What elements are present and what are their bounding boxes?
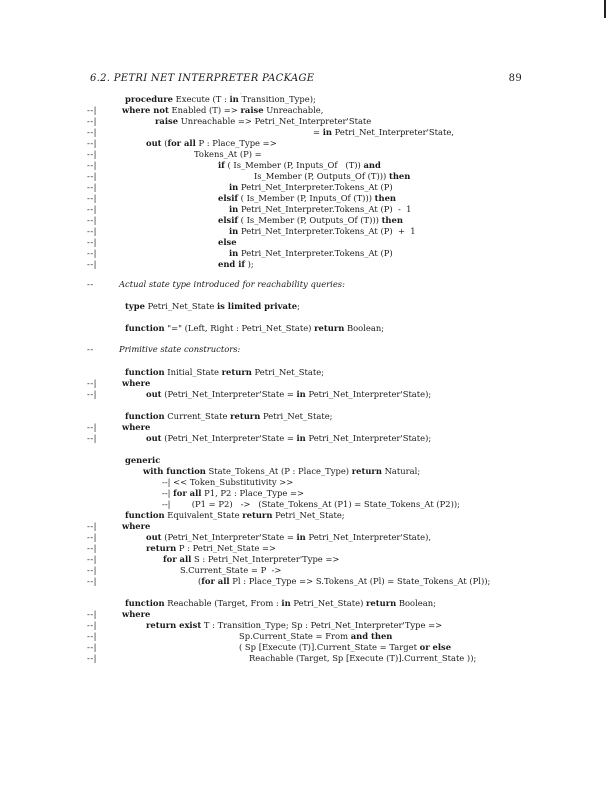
keyword: return — [314, 323, 345, 333]
line-text — [155, 116, 371, 127]
keyword: and then — [350, 631, 393, 641]
code-text: Sp.Current_State = From — [239, 631, 351, 641]
line-text — [125, 411, 332, 422]
code-text: Petri_Net_State) — [290, 598, 366, 608]
code-text: Reachable (Target, From : — [164, 598, 282, 608]
code-text: ( — [161, 138, 168, 148]
keyword: where — [122, 609, 151, 619]
code-text: Primitive state constructors: — [119, 344, 241, 354]
code-text: --| — [162, 488, 174, 498]
annotation-marker: --| — [87, 433, 97, 443]
line-text — [122, 521, 150, 532]
code-text: ( Sp [Execute (T)].Current_State = Target — [239, 642, 420, 652]
code-text: ; — [297, 301, 300, 311]
keyword: with function — [143, 466, 206, 476]
line-text — [125, 455, 160, 466]
keyword: and — [363, 160, 381, 170]
line-text — [122, 422, 150, 433]
annotation-marker: --| — [87, 422, 97, 432]
code-text: Petri_Net_Interpreter'State), — [305, 532, 432, 542]
line-text — [146, 620, 442, 631]
keyword: then — [374, 193, 397, 203]
keyword: where — [122, 422, 151, 432]
keyword: generic — [125, 455, 161, 465]
keyword: out — [146, 532, 162, 542]
code-text: Petri_Net_Interpreter'State); — [305, 433, 432, 443]
code-text: Is_Member (P, Outputs_Of (T))) — [254, 171, 389, 181]
keyword: raise — [155, 116, 179, 126]
code-text: Unreachable, — [263, 105, 324, 115]
line-text — [122, 609, 150, 620]
keyword: function — [125, 323, 165, 333]
keyword: out — [146, 389, 162, 399]
code-text: ( Is_Member (P, Inputs_Of (T))) — [238, 193, 375, 203]
line-text — [218, 193, 396, 204]
code-text: = — [313, 127, 323, 137]
line-text — [125, 301, 300, 312]
keyword: where — [122, 521, 151, 531]
annotation-marker: --| — [87, 215, 97, 225]
code-text: Execute (T : — [172, 94, 230, 104]
keyword: in — [229, 182, 239, 192]
code-text: --| << Token_Substitutivity >> — [162, 477, 294, 487]
line-text — [162, 477, 293, 488]
keyword: in — [229, 204, 239, 214]
line-text — [218, 259, 254, 270]
keyword: function — [125, 510, 165, 520]
keyword: return — [146, 543, 177, 553]
line-text — [146, 532, 431, 543]
line-text — [125, 94, 316, 105]
line-text — [162, 499, 460, 510]
annotation-marker: --| — [87, 532, 97, 542]
keyword: or else — [419, 642, 452, 652]
line-text — [163, 554, 339, 565]
code-text: Tokens_At (P) = — [194, 149, 262, 159]
line-text — [146, 543, 276, 554]
annotation-marker: --| — [87, 193, 97, 203]
annotation-marker: --| — [87, 127, 97, 137]
line-text — [146, 389, 431, 400]
line-text — [194, 149, 262, 160]
keyword: out — [146, 433, 162, 443]
line-text — [229, 182, 393, 193]
keyword: return — [221, 367, 252, 377]
keyword: else — [218, 237, 237, 247]
keyword: for all — [167, 138, 196, 148]
header-dots: . . — [230, 89, 245, 96]
keyword: is limited private — [216, 301, 298, 311]
annotation-marker: --| — [87, 259, 97, 269]
keyword: in — [296, 433, 306, 443]
code-text: --| (P1 = P2) -> (State_Tokens_At (P1) = State_Tokens_At (P2)); — [162, 499, 460, 509]
margin-change-bar — [604, 0, 606, 18]
code-text: ( Is_Member (P, Outputs_Of (T))) — [238, 215, 382, 225]
keyword: procedure — [125, 94, 173, 104]
keyword: in — [296, 389, 306, 399]
line-text — [146, 138, 277, 149]
code-text: Enabled (T) => — [168, 105, 241, 115]
annotation-marker: --| — [87, 642, 97, 652]
code-text: P : Petri_Net_State => — [176, 543, 277, 553]
keyword: elsif — [218, 215, 239, 225]
code-text: Petri_Net_Interpreter.Tokens_At (P) - 1 — [238, 204, 412, 214]
code-text: Unreachable => Petri_Net_Interpreter'State — [178, 116, 372, 126]
code-text: Petri_Net_Interpreter.Tokens_At (P) + 1 — [238, 226, 416, 236]
keyword: return — [366, 598, 397, 608]
keyword: if — [218, 160, 225, 170]
code-text: P1, P2 : Place_Type => — [201, 488, 305, 498]
code-text: Petri_Net_State; — [260, 411, 333, 421]
line-text — [122, 105, 323, 116]
keyword: for all — [173, 488, 202, 498]
code-text: Petri_Net_State; — [251, 367, 325, 377]
keyword: for all — [201, 576, 230, 586]
line-text — [249, 653, 476, 664]
annotation-marker: -- — [87, 344, 94, 354]
code-text: Petri_Net_State; — [272, 510, 345, 520]
annotation-marker: --| — [87, 226, 97, 236]
code-text: T : Transition_Type; Sp : Petri_Net_Interpreter'Type => — [201, 620, 443, 630]
code-text: Initial_State — [164, 367, 222, 377]
line-text — [119, 344, 240, 355]
keyword: in — [229, 248, 239, 258]
keyword: return — [242, 510, 273, 520]
code-text: Petri_Net_Interpreter'State, — [331, 127, 454, 137]
line-text — [125, 598, 436, 609]
annotation-marker: --| — [87, 653, 97, 663]
code-text: Actual state type introduced for reachability queries: — [119, 279, 345, 289]
annotation-marker: --| — [87, 378, 97, 388]
code-text: (Petri_Net_Interpreter'State = — [161, 389, 297, 399]
code-text: Transition_Type); — [238, 94, 316, 104]
annotation-marker: --| — [87, 105, 97, 115]
line-text — [122, 378, 150, 389]
line-text — [125, 323, 384, 334]
keyword: where not — [122, 105, 169, 115]
annotation-marker: --| — [87, 521, 97, 531]
annotation-marker: --| — [87, 116, 97, 126]
line-text — [125, 367, 324, 378]
code-text: Boolean; — [344, 323, 385, 333]
keyword: in — [281, 598, 291, 608]
line-text — [218, 160, 381, 171]
code-text: State_Tokens_At (P : Place_Type) — [205, 466, 352, 476]
keyword: where — [122, 378, 151, 388]
code-text: Petri_Net_Interpreter.Tokens_At (P) — [238, 182, 393, 192]
annotation-marker: --| — [87, 204, 97, 214]
keyword: in — [296, 532, 306, 542]
annotation-marker: --| — [87, 182, 97, 192]
annotation-marker: --| — [87, 543, 97, 553]
code-text: Pl : Place_Type => S.Tokens_At (Pl) = State_Tokens_At (Pl)); — [229, 576, 491, 586]
line-text — [229, 204, 411, 215]
keyword: then — [381, 215, 403, 225]
keyword: function — [125, 598, 165, 608]
line-text — [229, 248, 393, 259]
annotation-marker: --| — [87, 554, 97, 564]
code-text: "=" (Left, Right : Petri_Net_State) — [164, 323, 315, 333]
code-text: Petri_Net_State — [144, 301, 217, 311]
line-text — [254, 171, 410, 182]
annotation-marker: --| — [87, 237, 97, 247]
keyword: type — [125, 301, 145, 311]
code-text: ( — [198, 576, 202, 586]
running-header — [90, 73, 522, 84]
annotation-marker: --| — [87, 609, 97, 619]
code-text: Equivalent_State — [164, 510, 243, 520]
keyword: out — [146, 138, 162, 148]
annotation-marker: --| — [87, 565, 97, 575]
annotation-marker: --| — [87, 631, 97, 641]
code-text: ( Is_Member (P, Inputs_Of (T)) — [224, 160, 364, 170]
keyword: elsif — [218, 193, 239, 203]
code-text: S.Current_State = P -> — [180, 565, 282, 575]
code-text: Petri_Net_Interpreter.Tokens_At (P) — [238, 248, 393, 258]
keyword: return — [230, 411, 261, 421]
keyword: end if — [218, 259, 245, 269]
line-text — [198, 576, 490, 587]
annotation-marker: -- — [87, 279, 94, 289]
keyword: in — [229, 226, 239, 236]
keyword: raise — [240, 105, 264, 115]
code-text: Natural; — [381, 466, 421, 476]
line-text — [239, 631, 392, 642]
line-text — [218, 237, 237, 248]
line-text — [125, 510, 345, 521]
keyword: then — [388, 171, 411, 181]
annotation-marker: --| — [87, 138, 97, 148]
annotation-marker: --| — [87, 248, 97, 258]
keyword: in — [229, 94, 239, 104]
line-text — [119, 279, 345, 290]
annotation-marker: --| — [87, 160, 97, 170]
keyword: function — [125, 367, 165, 377]
line-text — [239, 642, 451, 653]
annotation-marker: --| — [87, 171, 97, 181]
code-text: ); — [244, 259, 254, 269]
line-text — [218, 215, 403, 226]
keyword: return — [351, 466, 382, 476]
code-text: Boolean; — [396, 598, 436, 608]
line-text — [229, 226, 416, 237]
line-text — [162, 488, 304, 499]
code-text: Current_State — [164, 411, 231, 421]
code-text: (Petri_Net_Interpreter'State = — [161, 433, 297, 443]
section-title: 6.2. PETRI NET INTERPRETER PACKAGE — [90, 73, 315, 84]
annotation-marker: --| — [87, 620, 97, 630]
line-text — [146, 433, 431, 444]
code-text: S : Petri_Net_Interpreter'Type => — [191, 554, 340, 564]
keyword: for all — [163, 554, 192, 564]
keyword: return exist — [146, 620, 202, 630]
keyword: function — [125, 411, 165, 421]
code-text: Petri_Net_Interpreter'State); — [305, 389, 432, 399]
annotation-marker: --| — [87, 149, 97, 159]
annotation-marker: --| — [87, 389, 97, 399]
page-number: 89 — [508, 73, 522, 84]
line-text — [313, 127, 454, 138]
line-text — [143, 466, 420, 477]
keyword: in — [322, 127, 332, 137]
code-text: (Petri_Net_Interpreter'State = — [161, 532, 297, 542]
annotation-marker: --| — [87, 576, 97, 586]
code-text: Reachable (Target, Sp [Execute (T)].Current_State )); — [249, 653, 477, 663]
code-text: P : Place_Type => — [195, 138, 277, 148]
line-text — [180, 565, 281, 576]
